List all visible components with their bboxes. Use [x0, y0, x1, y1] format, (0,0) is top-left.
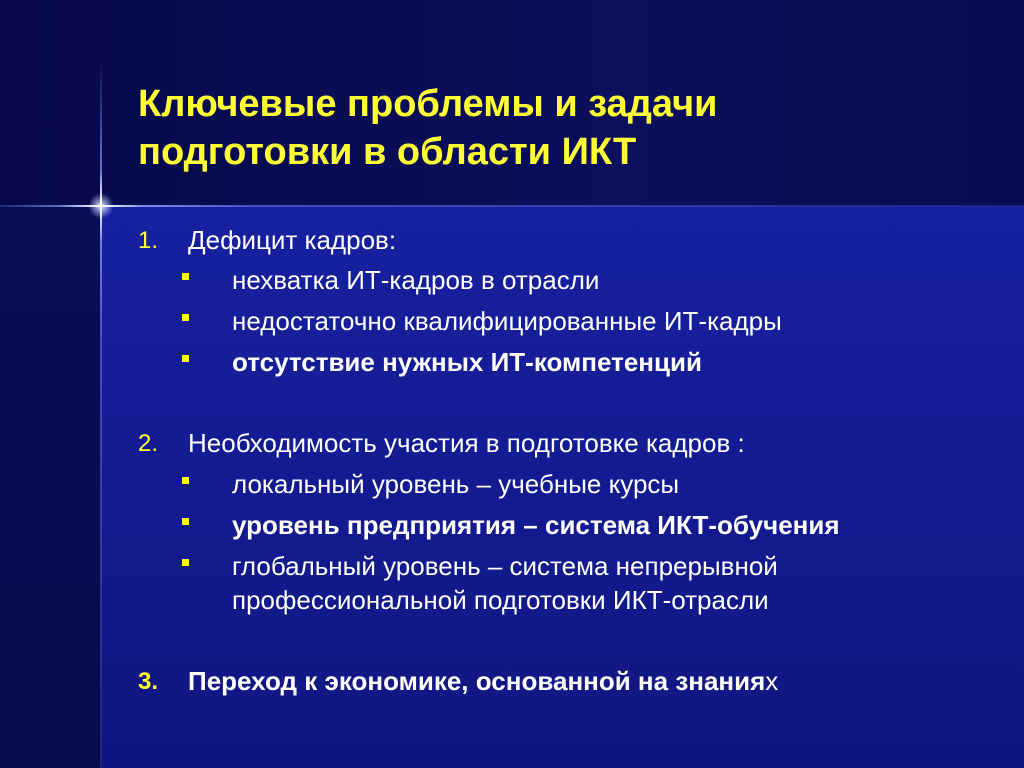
slide-title	[138, 80, 958, 176]
section-2-number: 2.	[138, 430, 159, 457]
horizontal-accent-line	[0, 205, 1024, 207]
bullet-icon	[182, 559, 189, 566]
section-1-bullet-2: недостаточно квалифицированные ИТ-кадры	[232, 306, 782, 336]
section-3-number: 3.	[138, 668, 159, 695]
section-2-bullet-3: глобальный уровень – система непрерывной	[232, 551, 778, 581]
left-panel-background	[0, 206, 101, 768]
section-2-heading: Необходимость участия в подготовке кадров :	[188, 428, 745, 458]
title-line-2: подготовки в области ИКТ	[138, 131, 637, 173]
bullet-icon	[182, 314, 189, 321]
bullet-icon	[182, 518, 189, 525]
section-1-number: 1.	[138, 227, 159, 254]
section-2-bullet-2: уровень предприятия – система ИКТ-обучения	[232, 510, 840, 540]
section-2-bullet-3-continued: профессиональной подготовки ИКТ-отрасли	[232, 585, 769, 615]
section-3-heading-bold: Переход к экономике, основанной на знания	[188, 666, 766, 696]
sparkle-ray-vertical	[100, 170, 102, 242]
section-1-bullet-3: отсутствие нужных ИТ-компетенций	[232, 347, 702, 377]
section-3-heading	[188, 665, 778, 698]
bullet-icon	[182, 477, 189, 484]
section-1-heading: Дефицит кадров:	[188, 225, 397, 255]
section-1-bullet-1: нехватка ИТ-кадров в отрасли	[232, 265, 600, 295]
bullet-icon	[182, 273, 189, 280]
title-line-1: Ключевые проблемы и задачи	[138, 83, 718, 125]
vertical-accent-line	[100, 60, 102, 768]
bullet-icon	[182, 355, 189, 362]
section-2-bullet-1: локальный уровень – учебные курсы	[232, 469, 680, 499]
section-3-heading-tail: х	[765, 666, 779, 696]
